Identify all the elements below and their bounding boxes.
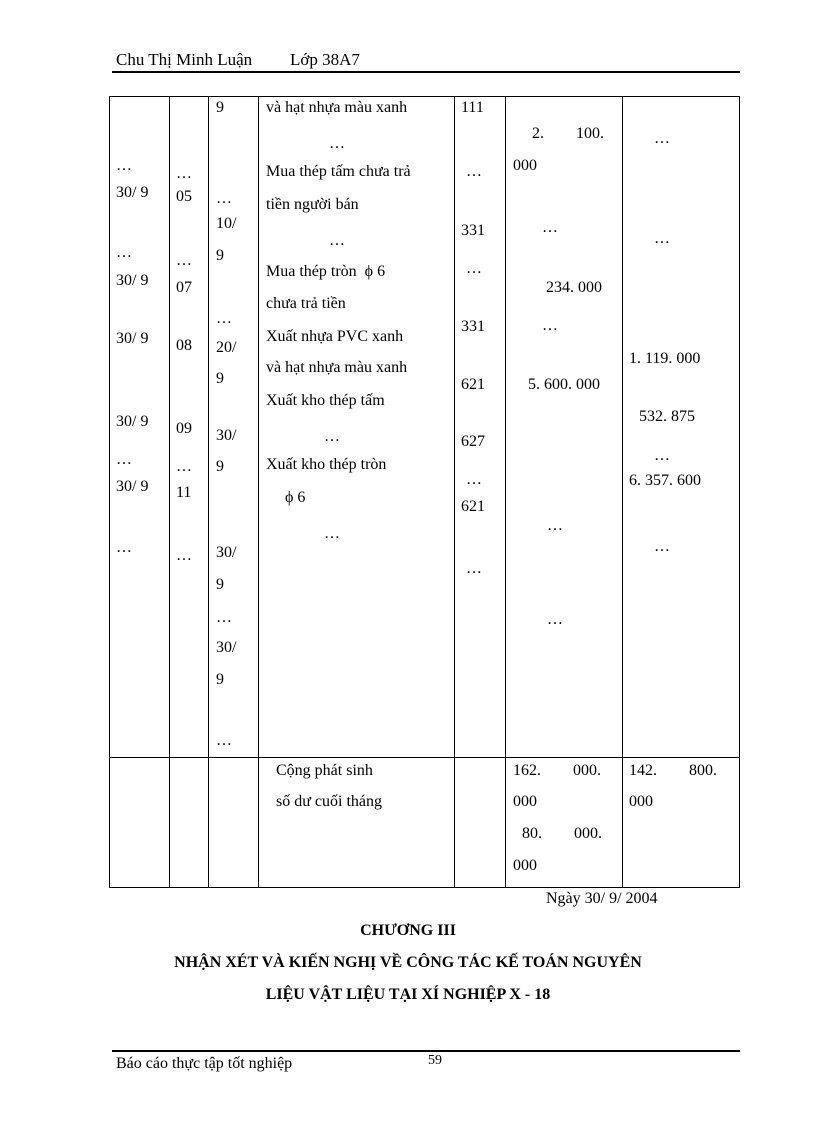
doc-number-cell: 09 xyxy=(176,420,192,437)
doc-number-cell: 08 xyxy=(176,337,192,354)
doc-date-cell: … xyxy=(116,157,132,174)
credit-cell: … xyxy=(654,538,670,555)
chapter-title: CHƯƠNG III xyxy=(360,922,456,939)
table-bottom-border xyxy=(109,887,740,888)
doc-number-cell: 05 xyxy=(176,188,192,205)
doc-number-cell: 07 xyxy=(176,279,192,296)
description-cell: chưa trả tiền xyxy=(266,295,346,312)
account-cell: 111 xyxy=(461,99,484,116)
entry-date-cell: 30/ xyxy=(216,639,237,656)
header-author: Chu Thị Minh Luận xyxy=(116,50,253,69)
table-col-border xyxy=(739,96,740,888)
doc-date-cell: 30/ 9 xyxy=(116,184,149,201)
debit-cell: 5. 600. 000 xyxy=(528,376,600,393)
account-cell: 331 xyxy=(461,318,485,335)
doc-number-cell: … xyxy=(176,458,192,475)
total-debit: 162. 000. xyxy=(513,762,601,779)
entry-date-cell: 30/ xyxy=(216,544,237,561)
total-label: Cộng phát sinh xyxy=(276,762,373,779)
debit-cell: … xyxy=(542,219,558,236)
date-line: Ngày 30/ 9/ 2004 xyxy=(546,890,658,907)
total-debit: 000 xyxy=(513,857,537,874)
entry-date-cell: 20/ xyxy=(216,339,237,356)
credit-cell: … xyxy=(654,447,670,464)
table-top-border xyxy=(109,96,740,97)
account-cell: … xyxy=(466,471,482,488)
header-class: Lớp 38A7 xyxy=(290,50,360,69)
account-cell: 621 xyxy=(461,376,485,393)
doc-date-cell: … xyxy=(116,244,132,261)
entry-date-cell: 9 xyxy=(216,671,224,688)
debit-cell: … xyxy=(542,317,558,334)
table-col-border xyxy=(622,96,623,888)
footer-rule xyxy=(112,1050,740,1052)
debit-cell: … xyxy=(547,611,563,628)
table-col-border xyxy=(208,96,209,888)
doc-number-cell: 11 xyxy=(176,484,192,501)
account-cell: 331 xyxy=(461,222,485,239)
account-cell: 627 xyxy=(461,433,485,450)
table-col-border xyxy=(169,96,170,888)
description-cell: ϕ 6 xyxy=(285,489,306,506)
total-debit: 000 xyxy=(513,793,537,810)
description-cell: … xyxy=(329,135,345,152)
doc-number-cell: … xyxy=(176,165,192,182)
account-cell: … xyxy=(466,560,482,577)
credit-cell: 1. 119. 000 xyxy=(629,350,701,367)
account-cell: … xyxy=(466,260,482,277)
description-cell: … xyxy=(329,232,345,249)
credit-cell: … xyxy=(654,230,670,247)
credit-cell: … xyxy=(654,130,670,147)
description-cell: … xyxy=(324,428,340,445)
credit-cell: 6. 357. 600 xyxy=(629,472,701,489)
description-cell: tiền người bán xyxy=(266,196,359,213)
entry-date-cell: 9 xyxy=(216,576,224,593)
entry-date-cell: … xyxy=(216,310,232,327)
entry-date-cell: … xyxy=(216,190,232,207)
table-col-border xyxy=(505,96,506,888)
doc-date-cell: … xyxy=(116,451,132,468)
doc-date-cell: 30/ 9 xyxy=(116,413,149,430)
chapter-heading-line1: NHẬN XÉT VÀ KIẾN NGHỊ VỀ CÔNG TÁC KẾ TOÁN NGUYÊN xyxy=(174,954,642,971)
entry-date-cell: … xyxy=(216,609,232,626)
credit-cell: 532. 875 xyxy=(639,408,695,425)
table-col-border xyxy=(109,96,110,888)
entry-date-cell: 9 xyxy=(216,370,224,387)
total-credit: 142. 800. xyxy=(629,762,717,779)
entry-date-cell: … xyxy=(216,732,232,749)
entry-date-cell: 10/ xyxy=(216,215,237,232)
entry-date-cell: 9 xyxy=(216,458,224,475)
description-cell: Mua thép tròn ϕ 6 xyxy=(266,263,386,280)
doc-date-cell: … xyxy=(116,539,132,556)
description-cell: Mua thép tấm chưa trả xyxy=(266,163,411,180)
chapter-heading-line2: LIỆU VẬT LIỆU TẠI XÍ NGHIỆP X - 18 xyxy=(265,986,551,1003)
doc-date-cell: 30/ 9 xyxy=(116,272,149,289)
debit-cell: … xyxy=(547,517,563,534)
total-credit: 000 xyxy=(629,793,653,810)
entry-date-cell: 9 xyxy=(216,99,224,116)
page-number: 59 xyxy=(428,1053,442,1068)
description-cell: và hạt nhựa màu xanh xyxy=(266,359,408,376)
doc-date-cell: 30/ 9 xyxy=(116,478,149,495)
total-debit: 80. 000. xyxy=(522,825,602,842)
description-cell: và hạt nhựa màu xanh xyxy=(266,99,408,116)
debit-cell: 2. 100. xyxy=(532,125,604,142)
table-col-border xyxy=(258,96,259,888)
closing-balance-label: số dư cuối tháng xyxy=(276,793,382,810)
description-cell: Xuất kho thép tròn xyxy=(266,456,387,473)
debit-cell: 234. 000 xyxy=(546,279,602,296)
table-col-border xyxy=(454,96,455,888)
doc-date-cell: 30/ 9 xyxy=(116,330,149,347)
description-cell: … xyxy=(324,525,340,542)
account-cell: … xyxy=(466,163,482,180)
footer-report-title: Báo cáo thực tập tốt nghiệp xyxy=(116,1055,293,1072)
entry-date-cell: 30/ xyxy=(216,427,237,444)
debit-cell: 000 xyxy=(513,157,537,174)
entry-date-cell: 9 xyxy=(216,247,224,264)
header-rule xyxy=(112,71,740,73)
doc-number-cell: … xyxy=(176,252,192,269)
description-cell: Xuất nhựa PVC xanh xyxy=(266,328,404,345)
description-cell: Xuất kho thép tấm xyxy=(266,392,385,409)
doc-number-cell: … xyxy=(176,547,192,564)
account-cell: 621 xyxy=(461,498,485,515)
